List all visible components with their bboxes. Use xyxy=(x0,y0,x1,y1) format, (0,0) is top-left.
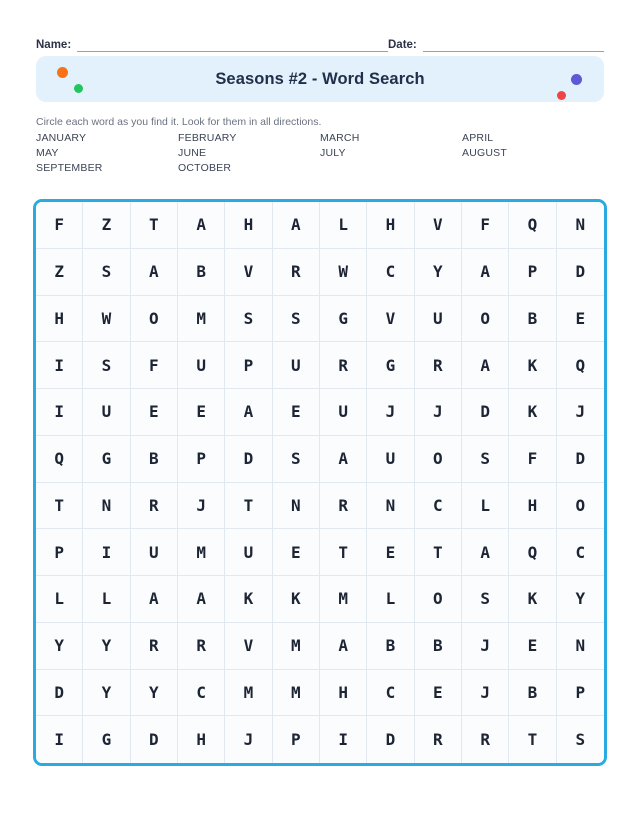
grid-cell[interactable]: J xyxy=(178,483,225,530)
grid-cell[interactable]: F xyxy=(509,436,556,483)
grid-cell[interactable]: H xyxy=(367,202,414,249)
grid-cell[interactable]: P xyxy=(225,342,272,389)
grid-cell[interactable]: R xyxy=(178,623,225,670)
date-field-group xyxy=(388,37,604,52)
grid-cell[interactable]: K xyxy=(509,576,556,623)
grid-cell[interactable]: L xyxy=(36,576,83,623)
word-list-item[interactable]: APRIL xyxy=(462,132,494,144)
grid-cell[interactable]: R xyxy=(131,623,178,670)
grid-cell[interactable]: N xyxy=(273,483,320,530)
grid-cell[interactable]: A xyxy=(131,249,178,296)
grid-cell[interactable]: M xyxy=(320,576,367,623)
grid-cell[interactable]: J xyxy=(462,670,509,717)
grid-cell[interactable]: T xyxy=(225,483,272,530)
grid-cell[interactable]: K xyxy=(273,576,320,623)
grid-cell[interactable]: R xyxy=(320,342,367,389)
grid-cell[interactable]: V xyxy=(367,296,414,343)
grid-cell[interactable]: A xyxy=(131,576,178,623)
grid-cell[interactable]: J xyxy=(557,389,604,436)
grid-cell[interactable]: S xyxy=(462,576,509,623)
grid-cell[interactable]: I xyxy=(320,716,367,763)
name-field-group xyxy=(36,37,388,52)
grid-cell[interactable]: P xyxy=(178,436,225,483)
grid-cell[interactable]: Q xyxy=(509,202,556,249)
grid-cell[interactable]: M xyxy=(225,670,272,717)
grid-cell[interactable]: T xyxy=(509,716,556,763)
grid-cell[interactable]: P xyxy=(557,670,604,717)
grid-cell[interactable]: O xyxy=(462,296,509,343)
grid-cell[interactable]: I xyxy=(83,529,130,576)
grid-cell[interactable]: D xyxy=(557,249,604,296)
grid-cell[interactable]: S xyxy=(557,716,604,763)
grid-cell[interactable]: D xyxy=(557,436,604,483)
grid-cell[interactable]: A xyxy=(320,436,367,483)
grid-cell[interactable]: S xyxy=(462,436,509,483)
grid-cell[interactable]: Y xyxy=(36,623,83,670)
word-list-item[interactable]: JULY xyxy=(320,147,346,159)
grid-cell[interactable]: Z xyxy=(83,202,130,249)
grid-cell[interactable]: U xyxy=(320,389,367,436)
grid-cell[interactable]: Q xyxy=(509,529,556,576)
grid-cell[interactable]: F xyxy=(36,202,83,249)
grid-cell[interactable]: B xyxy=(131,436,178,483)
date-label: Date: xyxy=(388,39,417,51)
grid-cell[interactable]: S xyxy=(273,436,320,483)
grid-cell[interactable]: U xyxy=(225,529,272,576)
word-search-grid-container xyxy=(33,199,607,766)
word-list-item[interactable]: AUGUST xyxy=(462,147,507,159)
grid-cell[interactable]: S xyxy=(225,296,272,343)
grid-cell[interactable]: I xyxy=(36,716,83,763)
grid-cell[interactable]: K xyxy=(509,389,556,436)
grid-cell[interactable]: P xyxy=(273,716,320,763)
grid-cell[interactable]: U xyxy=(83,389,130,436)
grid-cell[interactable]: H xyxy=(225,202,272,249)
grid-cell[interactable]: E xyxy=(557,296,604,343)
grid-cell[interactable]: J xyxy=(462,623,509,670)
grid-cell[interactable]: R xyxy=(320,483,367,530)
grid-cell[interactable]: Z xyxy=(36,249,83,296)
grid-cell[interactable]: A xyxy=(273,202,320,249)
grid-cell[interactable]: R xyxy=(415,342,462,389)
grid-cell[interactable]: D xyxy=(36,670,83,717)
grid-cell[interactable]: H xyxy=(178,716,225,763)
grid-cell[interactable]: I xyxy=(36,342,83,389)
grid-cell[interactable]: B xyxy=(367,623,414,670)
grid-cell[interactable]: G xyxy=(83,436,130,483)
grid-cell[interactable]: V xyxy=(415,202,462,249)
grid-cell[interactable]: G xyxy=(83,716,130,763)
word-list-item[interactable]: MAY xyxy=(36,147,59,159)
grid-cell[interactable]: B xyxy=(178,249,225,296)
grid-cell[interactable]: L xyxy=(367,576,414,623)
name-input-line[interactable] xyxy=(77,37,388,52)
grid-cell[interactable]: J xyxy=(225,716,272,763)
grid-cell[interactable]: H xyxy=(320,670,367,717)
word-list-item[interactable]: MARCH xyxy=(320,132,360,144)
grid-cell[interactable]: E xyxy=(131,389,178,436)
grid-cell[interactable]: A xyxy=(178,202,225,249)
name-date-row xyxy=(36,30,604,52)
grid-cell[interactable]: Q xyxy=(36,436,83,483)
grid-cell[interactable]: F xyxy=(131,342,178,389)
grid-cell[interactable]: C xyxy=(178,670,225,717)
grid-cell[interactable]: Y xyxy=(83,623,130,670)
grid-cell[interactable]: U xyxy=(178,342,225,389)
grid-cell[interactable]: E xyxy=(367,529,414,576)
grid-cell[interactable]: C xyxy=(557,529,604,576)
grid-cell[interactable]: S xyxy=(273,296,320,343)
grid-cell[interactable]: A xyxy=(225,389,272,436)
grid-cell[interactable]: W xyxy=(83,296,130,343)
grid-cell[interactable]: A xyxy=(320,623,367,670)
grid-cell[interactable]: F xyxy=(462,202,509,249)
grid-cell[interactable]: C xyxy=(415,483,462,530)
grid-cell[interactable]: E xyxy=(178,389,225,436)
grid-cell[interactable]: T xyxy=(320,529,367,576)
grid-cell[interactable]: S xyxy=(83,249,130,296)
grid-cell[interactable]: P xyxy=(509,249,556,296)
grid-cell[interactable]: U xyxy=(131,529,178,576)
word-search-grid xyxy=(36,202,604,763)
grid-cell[interactable]: D xyxy=(462,389,509,436)
grid-cell[interactable]: S xyxy=(83,342,130,389)
grid-cell[interactable]: K xyxy=(509,342,556,389)
grid-cell[interactable]: I xyxy=(36,389,83,436)
grid-cell[interactable]: Y xyxy=(131,670,178,717)
grid-cell[interactable]: A xyxy=(178,576,225,623)
grid-cell[interactable]: N xyxy=(367,483,414,530)
grid-cell[interactable]: N xyxy=(83,483,130,530)
grid-cell[interactable]: R xyxy=(462,716,509,763)
grid-cell[interactable]: W xyxy=(320,249,367,296)
grid-cell[interactable]: B xyxy=(415,623,462,670)
grid-cell[interactable]: M xyxy=(273,670,320,717)
grid-cell[interactable]: D xyxy=(131,716,178,763)
grid-cell[interactable]: E xyxy=(273,389,320,436)
grid-cell[interactable]: M xyxy=(273,623,320,670)
word-list-item[interactable]: OCTOBER xyxy=(178,162,232,174)
grid-cell[interactable]: P xyxy=(36,529,83,576)
grid-cell[interactable]: L xyxy=(320,202,367,249)
grid-cell[interactable]: R xyxy=(273,249,320,296)
grid-cell[interactable]: N xyxy=(557,202,604,249)
grid-cell[interactable]: G xyxy=(367,342,414,389)
grid-cell[interactable]: T xyxy=(131,202,178,249)
grid-cell[interactable]: U xyxy=(273,342,320,389)
grid-cell[interactable]: E xyxy=(415,670,462,717)
grid-cell[interactable]: E xyxy=(273,529,320,576)
grid-cell[interactable]: U xyxy=(415,296,462,343)
grid-cell[interactable]: L xyxy=(462,483,509,530)
grid-cell[interactable]: D xyxy=(367,716,414,763)
grid-cell[interactable]: K xyxy=(225,576,272,623)
grid-cell[interactable]: A xyxy=(462,529,509,576)
grid-cell[interactable]: C xyxy=(367,670,414,717)
grid-cell[interactable]: J xyxy=(367,389,414,436)
grid-cell[interactable]: Y xyxy=(557,576,604,623)
grid-cell[interactable]: L xyxy=(83,576,130,623)
grid-cell[interactable]: O xyxy=(415,436,462,483)
grid-cell[interactable]: G xyxy=(320,296,367,343)
grid-cell[interactable]: B xyxy=(509,670,556,717)
word-list-item[interactable]: JANUARY xyxy=(36,132,87,144)
grid-cell[interactable]: O xyxy=(415,576,462,623)
name-label: Name: xyxy=(36,39,72,51)
word-list-item[interactable]: FEBRUARY xyxy=(178,132,237,144)
grid-cell[interactable]: H xyxy=(36,296,83,343)
grid-cell[interactable]: T xyxy=(36,483,83,530)
word-list-item[interactable]: SEPTEMBER xyxy=(36,162,103,174)
grid-cell[interactable]: O xyxy=(557,483,604,530)
grid-cell[interactable]: B xyxy=(509,296,556,343)
grid-cell[interactable]: O xyxy=(131,296,178,343)
grid-cell[interactable]: C xyxy=(367,249,414,296)
title-banner xyxy=(36,56,604,102)
grid-cell[interactable]: M xyxy=(178,529,225,576)
grid-cell[interactable]: E xyxy=(509,623,556,670)
page-title: Seasons #2 - Word Search xyxy=(215,69,425,88)
date-input-line[interactable] xyxy=(423,37,604,52)
grid-cell[interactable]: R xyxy=(415,716,462,763)
word-list-item[interactable]: JUNE xyxy=(178,147,207,159)
word-list xyxy=(36,131,604,176)
grid-cell[interactable]: A xyxy=(462,249,509,296)
grid-cell[interactable]: H xyxy=(509,483,556,530)
grid-cell[interactable]: D xyxy=(225,436,272,483)
grid-cell[interactable]: A xyxy=(462,342,509,389)
grid-cell[interactable]: R xyxy=(131,483,178,530)
grid-cell[interactable]: Q xyxy=(557,342,604,389)
grid-cell[interactable]: V xyxy=(225,623,272,670)
grid-cell[interactable]: U xyxy=(367,436,414,483)
grid-cell[interactable]: T xyxy=(415,529,462,576)
grid-cell[interactable]: V xyxy=(225,249,272,296)
instructions-text: Circle each word as you find it. Look for them in all directions. xyxy=(36,116,322,128)
grid-cell[interactable]: M xyxy=(178,296,225,343)
grid-cell[interactable]: Y xyxy=(83,670,130,717)
grid-cell[interactable]: Y xyxy=(415,249,462,296)
grid-cell[interactable]: N xyxy=(557,623,604,670)
grid-cell[interactable]: J xyxy=(415,389,462,436)
